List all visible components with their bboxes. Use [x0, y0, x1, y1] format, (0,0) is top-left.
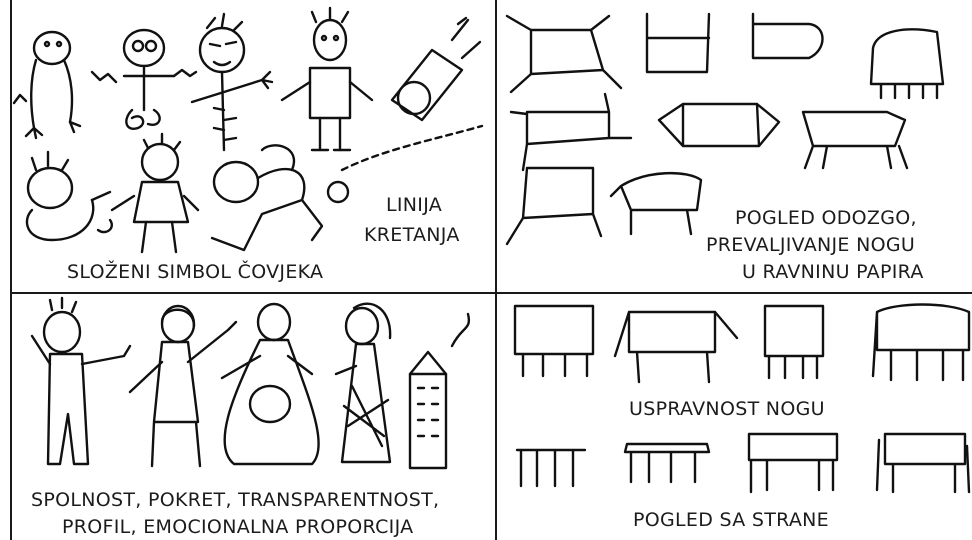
- caption-composite-human-symbol: SLOŽENI SIMBOL ČOVJEKA: [67, 261, 324, 283]
- caption-view-from-above-1: POGLED ODOZGO,: [735, 207, 917, 229]
- caption-view-from-above-2: PREVALJIVANJE NOGU: [706, 234, 916, 256]
- caption-leg-uprightness: USPRAVNOST NOGU: [629, 398, 825, 420]
- caption-movement-line-2: KRETANJA: [364, 224, 460, 246]
- caption-side-view: POGLED SA STRANE: [633, 509, 829, 531]
- caption-movement-line-1: LINIJA: [386, 194, 443, 216]
- caption-view-from-above-3: U RAVNINU PAPIRA: [742, 261, 924, 283]
- caption-sexuality-movement-1: SPOLNOST, POKRET, TRANSPARENTNOST,: [31, 489, 440, 511]
- horizontal-divider: [10, 292, 972, 294]
- animal-drawings-top-right: [497, 0, 972, 200]
- figure-drawings-bottom-left: [12, 296, 496, 482]
- caption-sexuality-movement-2: PROFIL, EMOCIONALNA PROPORCIJA: [62, 516, 414, 538]
- figure-drawings-top-left: [12, 0, 496, 292]
